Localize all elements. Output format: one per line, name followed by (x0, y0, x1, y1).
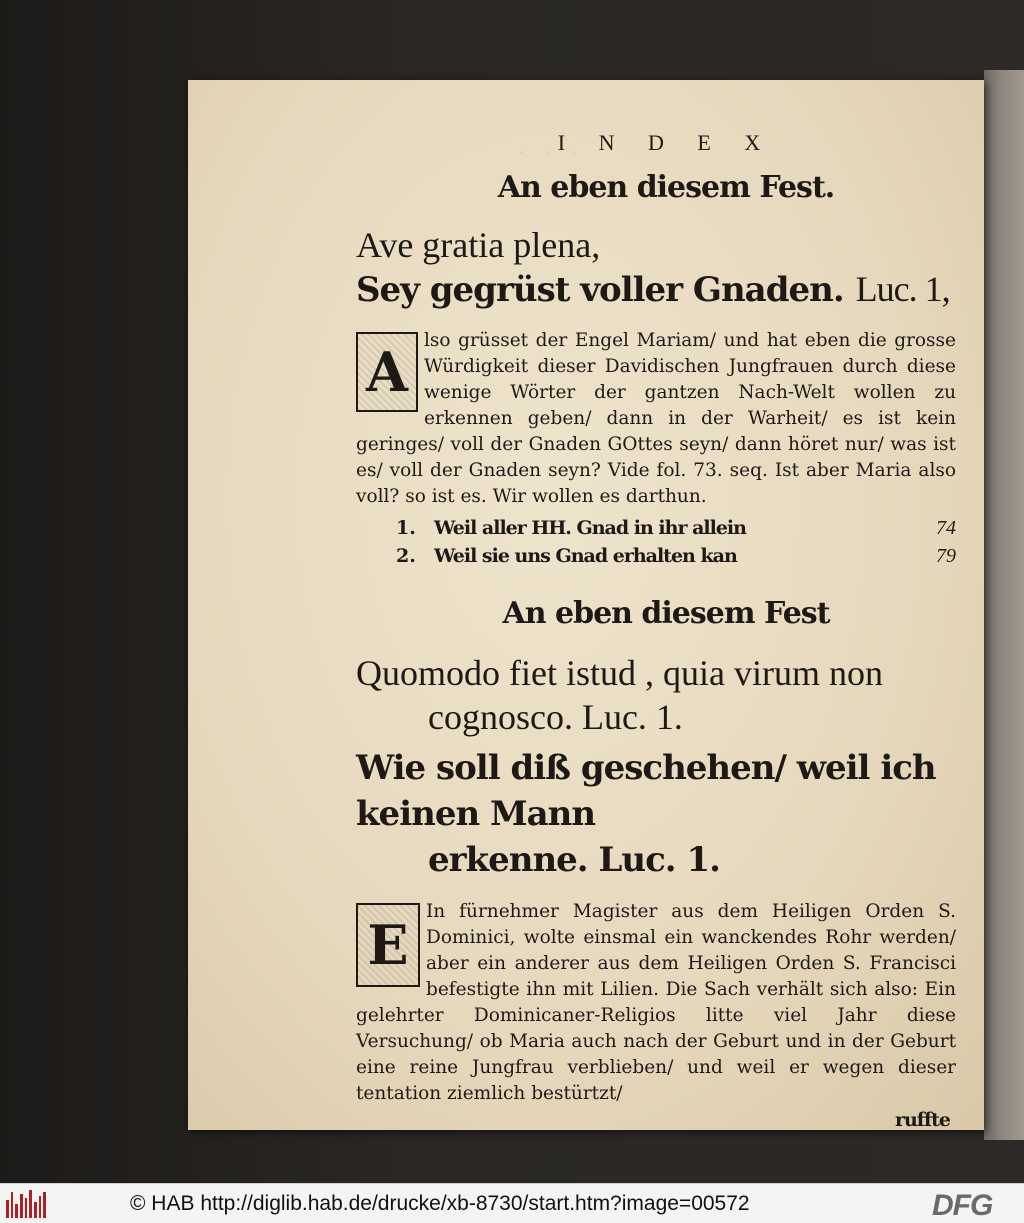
list-item (396, 542, 956, 570)
list-item-number: 2. (396, 545, 416, 567)
section2-latin-line2: cognosco. Luc. 1. (428, 697, 683, 737)
section1-german-title-text: Sey gegrüst voller Gnaden. (356, 270, 844, 310)
section2-heading: An eben diesem Fest (502, 596, 830, 631)
next-page-edge (984, 70, 1024, 1140)
section1-list (396, 514, 956, 570)
section1-latin-title: Ave gratia plena, (356, 225, 601, 265)
section2-paragraph (356, 899, 956, 1107)
section1-paragraph-text: lso grüsset der Engel Mariam/ und hat eben die grosse Würdigkeit dieser Davidischen Jungfrauen durch diese wenige Wörter der gantzen Nach-Welt wollen zu erkennen geben/ dann in der Warheit/ es ist kein geringes/ voll der Gnaden GOttes seyn/ dann höret nur/ was ist es/ voll der Gnaden seyn? Vide fol. 73. seq. Ist aber Maria also voll? so ist es. Wir wollen es darthun. (356, 330, 956, 507)
running-header: I N D E X (557, 130, 775, 155)
section2-paragraph-text: In fürnehmer Magister aus dem Heiligen Orden S. Dominici, wolte einsmal ein wanckendes Rohr werden/ aber ein anderer aus dem Heiligen Orden S. Francisci befestigte ihn mit Lilien. Die Sach verhält sich also: Ein gelehrter Dominicaner-Religios litte viel Jahr diese Versuchung/ ob Maria auch nach der Geburt und in der Geburt eine reine Jungfrau verblieben/ und weil er wegen dieser tentation ziemlich bestürtzt/ (356, 901, 956, 1104)
section1-citation: Luc. 1, (855, 269, 950, 309)
section1-dropcap: A (356, 332, 418, 412)
section1-paragraph (356, 328, 956, 510)
book-page (188, 80, 984, 1130)
page-content (356, 130, 956, 1130)
list-item-text: Weil sie uns Gnad erhalten kan (434, 545, 737, 567)
section1-heading: An eben diesem Fest. (497, 170, 835, 205)
list-item (396, 514, 956, 542)
hab-logo-icon[interactable] (6, 1190, 46, 1218)
section1-german-title (356, 267, 956, 312)
section2-german-line2: erkenne. Luc. 1. (428, 840, 720, 880)
viewer-footer (0, 1183, 1024, 1223)
list-item-number: 1. (396, 517, 416, 539)
catchword: ruffte (894, 1109, 950, 1130)
list-item-page: 74 (936, 517, 956, 539)
dfg-logo[interactable]: DFG (932, 1189, 993, 1222)
section2-dropcap: E (356, 903, 420, 987)
source-link[interactable]: © HAB http://diglib.hab.de/drucke/xb-8730/start.htm?image=00572 (130, 1192, 750, 1215)
list-item-text: Weil aller HH. Gnad in ihr allein (434, 517, 746, 539)
list-item-page: 79 (936, 545, 956, 567)
bleed-through-text: · · · (518, 142, 583, 167)
section2-german-line1: Wie soll diß geschehen/ weil ich keinen Mann (356, 748, 936, 834)
section2-latin-line1: Quomodo fiet istud , quia virum non (356, 653, 883, 693)
